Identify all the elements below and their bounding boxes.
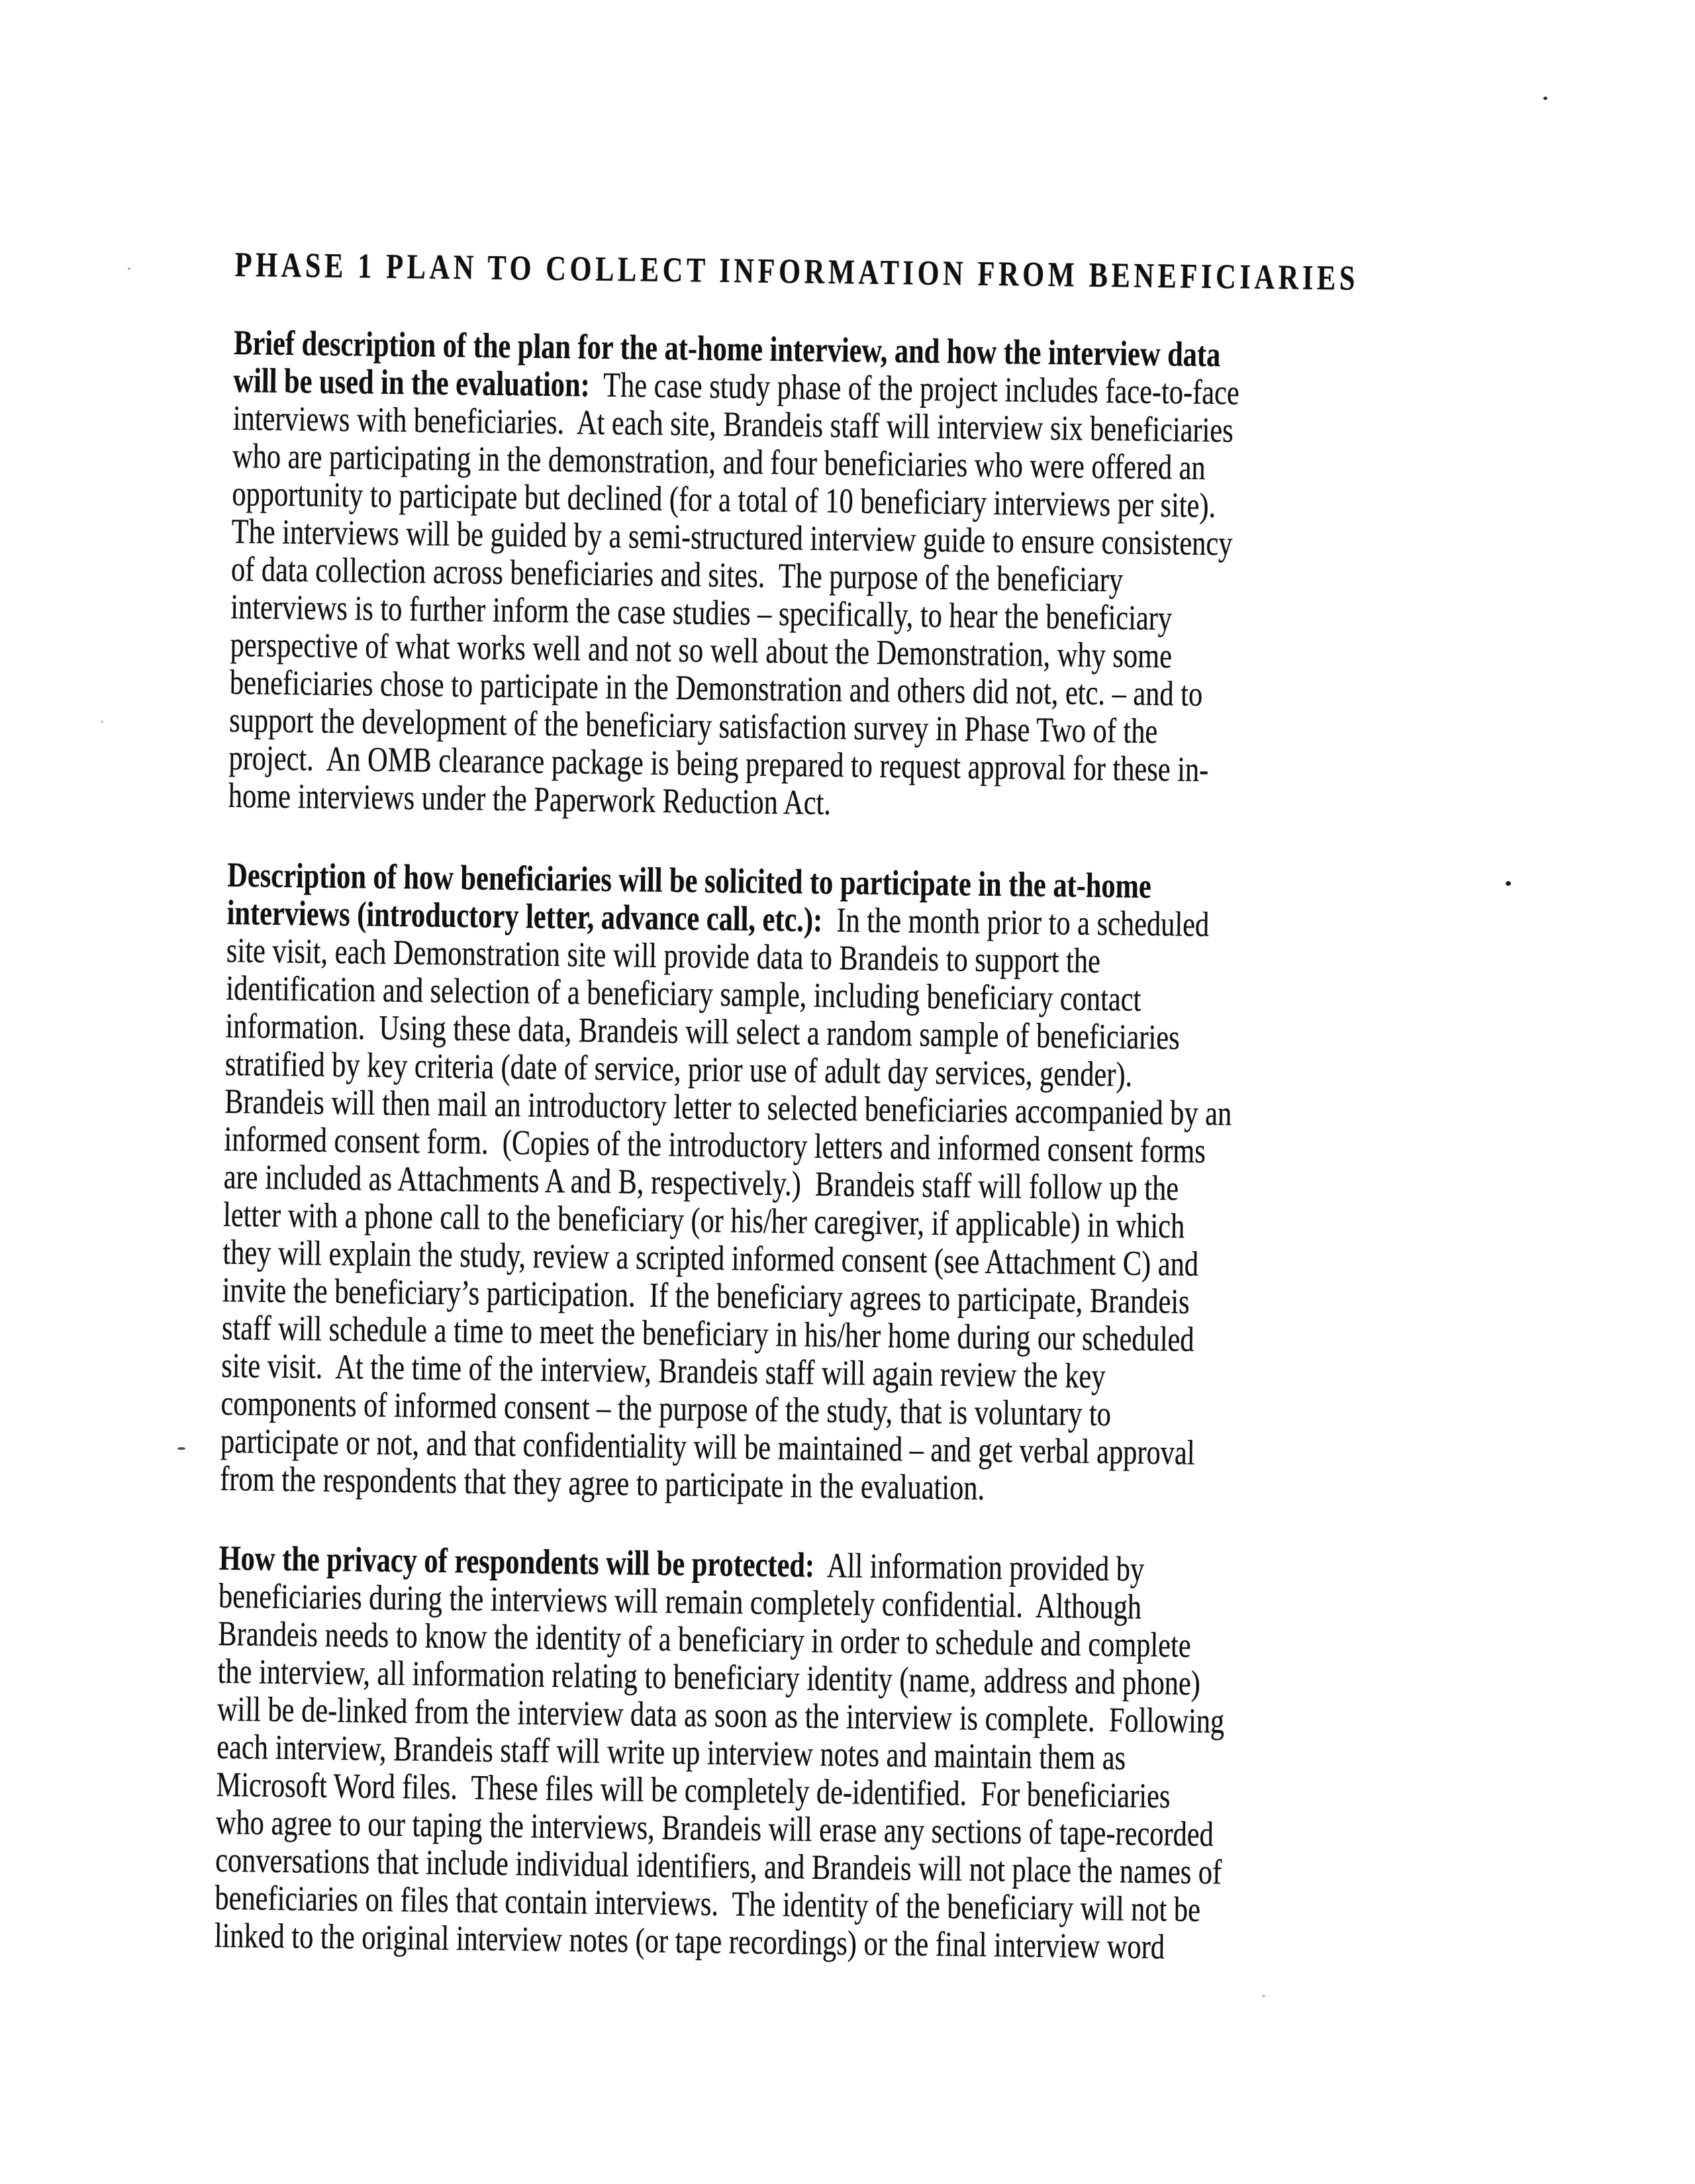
paragraph	[214, 1540, 1437, 1970]
body-text-segment: will be de-linked from the interview data as soon as the interview is complete. Following	[217, 1689, 1225, 1741]
body-text-segment: perspective of what works well and not so well about the Demonstration, why some	[230, 625, 1173, 676]
body-text-segment: linked to the original interview notes (or tape recordings) or the final interview word	[214, 1916, 1165, 1967]
body-text-segment: beneficiaries on files that contain interviews. The identity of the beneficiary will not be	[215, 1878, 1201, 1929]
body-text-segment: opportunity to participate but declined (for a total of 10 beneficiary interviews per site).	[232, 474, 1216, 526]
bold-heading-segment: Brief description of the plan for the at-home interview, and how the interview data	[233, 323, 1221, 375]
body-text-segment: conversations that include individual identifiers, and Brandeis will not place the names of	[215, 1840, 1222, 1892]
body-text-segment: The case study phase of the project includes face-to-face	[589, 365, 1240, 412]
body-text-segment: invite the beneficiary’s participation. If the beneficiary agrees to participate, Brandeis	[222, 1270, 1190, 1321]
paragraph	[228, 324, 1453, 830]
bold-heading-segment: interviews (introductory letter, advance call, etc.):	[226, 893, 823, 939]
body-text-segment: Brandeis needs to know the identity of a beneficiary in order to schedule and complete	[218, 1614, 1192, 1665]
body-text-segment: support the development of the beneficiary satisfaction survey in Phase Two of the	[228, 700, 1158, 751]
body-text-segment: they will explain the study, review a scripted informed consent (see Attachment C) and	[222, 1233, 1199, 1284]
body-text-segment: All information provided by	[814, 1546, 1145, 1589]
body-text-segment: The interviews will be guided by a semi-structured interview guide to ensure consistency	[231, 512, 1233, 563]
body-text-segment: Brandeis will then mail an introductory letter to selected beneficiaries accompanied by an	[224, 1082, 1232, 1133]
scan-artifact-dark-mark	[1506, 881, 1511, 886]
body-text-segment: components of informed consent – the purpose of the study, that is voluntary to	[220, 1384, 1112, 1434]
paragraph	[220, 857, 1446, 1513]
scan-artifact-dark-speck	[1543, 97, 1547, 100]
body-text-segment: interviews with beneficiaries. At each site, Brandeis staff will interview six beneficiaries	[232, 399, 1234, 450]
body-text-segment: Microsoft Word files. These files will be completely de-identified. For beneficiaries	[216, 1765, 1171, 1816]
body-text-segment: identification and selection of a beneficiary sample, including beneficiary contact	[225, 969, 1141, 1019]
body-text-segment: who agree to our taping the interviews, Brandeis will erase any sections of tape-recorded	[215, 1803, 1214, 1854]
scan-artifact-margin-dash	[177, 1447, 185, 1450]
body-text-segment: who are participating in the demonstration, and four beneficiaries who were offered an	[232, 436, 1206, 487]
body-text-segment: staff will schedule a time to meet the beneficiary in his/her home during our scheduled	[221, 1308, 1194, 1359]
body-text-segment: of data collection across beneficiaries and sites. The purpose of the beneficiary	[230, 549, 1124, 600]
paragraphs	[214, 324, 1452, 1970]
body-text-segment: project. An OMB clearance package is being prepared to request approval for these in-	[228, 738, 1209, 790]
scan-artifact-faint-speck	[101, 720, 103, 723]
body-text-segment: interviews is to further inform the case studies – specifically, to hear the beneficiary	[230, 587, 1173, 638]
bold-heading-segment: Description of how beneficiaries will be solicited to participate in the at-home	[227, 855, 1152, 906]
document-title: PHASE 1 PLAN TO COLLECT INFORMATION FROM BENEFICIARIES	[234, 246, 1359, 298]
body-text-segment: beneficiaries during the interviews will remain completely confidential. Although	[218, 1576, 1142, 1627]
body-text-segment: site visit, each Demonstration site will provide data to Brandeis to support the	[226, 931, 1101, 981]
body-text-segment: each interview, Brandeis staff will write up interview notes and maintain them as	[216, 1727, 1126, 1778]
body-text-segment: letter with a phone call to the beneficiary (or his/her caregiver, if applicable) in which	[222, 1195, 1185, 1246]
body-text-segment: informed consent form. (Copies of the introductory letters and informed consent forms	[224, 1119, 1206, 1171]
body-text-segment: stratified by key criteria (date of service, prior use of adult day services, gender).	[224, 1044, 1133, 1094]
body-text-segment: participate or not, and that confidentiality will be maintained – and get verbal approval	[220, 1421, 1195, 1472]
body-text-segment: information. Using these data, Brandeis will select a random sample of beneficiaries	[225, 1006, 1181, 1057]
body-text-segment: are included as Attachments A and B, respectively.) Brandeis staff will follow up the	[223, 1157, 1179, 1208]
body-text-segment: In the month prior to a scheduled	[822, 900, 1210, 945]
scan-artifact-faint-speck	[1262, 1995, 1265, 1997]
body-text-segment: beneficiaries chose to participate in the Demonstration and others did not, etc. – and to	[229, 663, 1203, 714]
scan-artifact-faint-speck	[128, 267, 130, 270]
body-text-segment: site visit. At the time of the interview, Brandeis staff will again review the key	[220, 1346, 1106, 1396]
bold-heading-segment: How the privacy of respondents will be protected:	[218, 1539, 815, 1585]
bold-heading-segment: will be used in the evaluation:	[233, 361, 591, 404]
body-text-segment: home interviews under the Paperwork Reduction Act.	[228, 776, 832, 823]
body-text-segment: from the respondents that they agree to participate in the evaluation.	[219, 1459, 985, 1507]
body-text-segment: the interview, all information relating to beneficiary identity (name, address and phone)	[217, 1652, 1201, 1703]
document-content	[214, 246, 1453, 1970]
